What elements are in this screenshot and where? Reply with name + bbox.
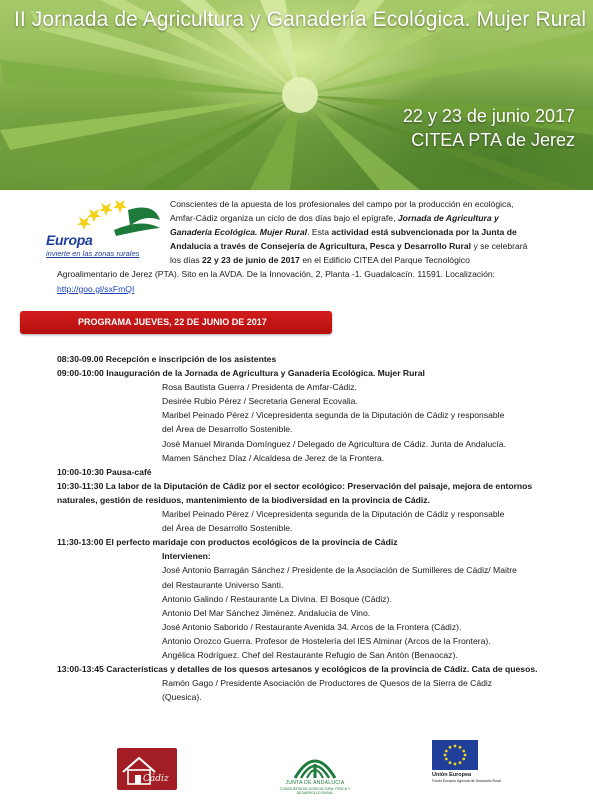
event-title: II Jornada de Agricultura y Ganadería Ecológica. Mujer Rural xyxy=(14,8,587,31)
cadiz-label: Cádiz xyxy=(143,774,169,784)
program-header-text: PROGRAMA JUEVES, 22 DE JUNIO DE 2017 xyxy=(78,317,267,327)
schedule-list xyxy=(57,352,540,704)
junta-sublabel: CONSEJERÍA DE AGRICULTURA, PESCA Y DESARROLLO RURAL xyxy=(279,787,351,795)
europa-subtitle: invierte en las zonas rurales xyxy=(46,249,140,258)
schedule-detail: Antonio Orozco Guerra. Profesor de Hostelería del IES Alminar (Arcos de la Frontera). xyxy=(162,635,491,646)
schedule-session: naturales, gestión de residuos, mantenimiento de la biodiversidad en la provincia de Cádiz. xyxy=(57,494,430,505)
schedule-detail: Ramón Gago / Presidente Asociación de Productores de Quesos de la Sierra de Cádiz xyxy=(162,678,493,689)
schedule-detail: Maribel Peinado Pérez / Vicepresidenta segunda de la Diputación de Cádiz y responsable xyxy=(162,509,505,520)
intro-line-1: Conscientes de la apuesta de los profesionales del campo por la producción en ecológica, xyxy=(170,199,514,209)
intro-paragraph xyxy=(57,197,539,296)
eu-sublabel: Fondo Europeo Agrícola de Desarrollo Rural xyxy=(432,779,501,783)
schedule-detail: del Restaurante Universo Santi. xyxy=(162,579,284,590)
schedule-detail: Maribel Peinado Pérez / Vicepresidenta segunda de la Diputación de Cádiz y responsable xyxy=(162,410,505,421)
event-date: 22 y 23 de junio 2017 xyxy=(402,106,575,126)
junta-label: JUNTA DE ANDALUCIA xyxy=(285,780,345,786)
eu-label: Unión Europea xyxy=(432,772,472,778)
header-banner xyxy=(0,0,593,190)
intro-line-2: Amfar-Cádiz organiza un ciclo de dos días bajo el epígrafe, Jornada de Agricultura y xyxy=(170,213,499,224)
junta-andalucia-logo xyxy=(270,746,360,796)
schedule-detail: José Antonio Saborido / Restaurante Avenida 34. Arcos de la Frontera (Cádiz). xyxy=(162,621,462,632)
junta-arch-icon xyxy=(270,746,360,780)
intro-line-6: Agroalimentario de Jerez (PTA). Sito en la AVDA. De la Innovación, 2, Planta -1. Guadalcacín. 11591. Localización: xyxy=(57,269,496,280)
schedule-detail: Antonio Del Mar Sánchez Jiménez. Andalucía de Vino. xyxy=(162,607,371,618)
schedule-session: 13:00-13:45 Características y detalles de los quesos artesanos y ecológicos de la provincia de Cádiz. Cata de quesos. xyxy=(57,664,538,675)
schedule-detail: (Quesica). xyxy=(162,692,202,703)
schedule-detail: del Área de Desarrollo Sostenible. xyxy=(162,523,293,534)
event-place: CITEA PTA de Jerez xyxy=(411,130,575,150)
intro-line-3: Ganadería Ecológica. Mujer Rural. Esta actividad está subvencionada por la Junta de xyxy=(170,227,517,238)
eu-flag-icon xyxy=(432,740,478,770)
intro-line-4: Andalucía a través de Consejería de Agricultura, Pesca y Desarrollo Rural y se celebrará xyxy=(170,241,528,252)
schedule-detail: del Área de Desarrollo Sostenible. xyxy=(162,424,293,435)
schedule-detail: Antonio Galindo / Restaurante La Divina. El Bosque (Cádiz). xyxy=(162,593,392,604)
schedule-detail: Rosa Bautista Guerra / Presidenta de Amfar-Cádiz. xyxy=(162,382,357,393)
schedule-session: 11:30-13:00 El perfecto maridaje con productos ecológicos de la provincia de Cádiz xyxy=(57,537,398,548)
schedule-session: 08:30-09.00 Recepción e inscripción de los asistentes xyxy=(57,354,277,364)
schedule-session: 10:00-10:30 Pausa-café xyxy=(57,466,152,477)
schedule-detail: Angélica Rodríguez. Chef del Restaurante Refugio de San Antón (Benaocaz). xyxy=(162,649,458,660)
schedule-detail: Mamen Sánchez Díaz / Alcaldesa de Jerez de la Frontera. xyxy=(162,452,385,463)
schedule-detail: José Manuel Miranda Domínguez / Delegado de Agricultura de Cádiz. Junta de Andalucía. xyxy=(162,438,506,449)
schedule-detail: Desirée Rubio Pérez / Secretaria General Ecovalia. xyxy=(162,396,358,407)
program-header-bar xyxy=(20,311,332,334)
cadiz-logo xyxy=(117,748,177,790)
schedule-detail: José Antonio Barragán Sánchez / Presidente de la Asociación de Sumilleres de Cádiz/ Maitre xyxy=(162,565,517,576)
europa-word: Europa xyxy=(46,232,93,248)
schedule-detail: Intervienen: xyxy=(162,551,211,562)
intro-line-5: los días 22 y 23 de junio de 2017 en el Edificio CITEA del Parque Tecnológico xyxy=(170,255,470,266)
schedule-session: 09:00-10:00 Inauguración de la Jornada de Agricultura y Ganadería Ecológica. Mujer Rural xyxy=(57,368,425,379)
location-link[interactable]: http://goo.gl/sxFmQI xyxy=(57,283,135,294)
schedule-session: 10:30-11:30 La labor de la Diputación de Cádiz por el sector ecológico: Preservación del paisaje, mejora de entornos xyxy=(57,480,533,491)
